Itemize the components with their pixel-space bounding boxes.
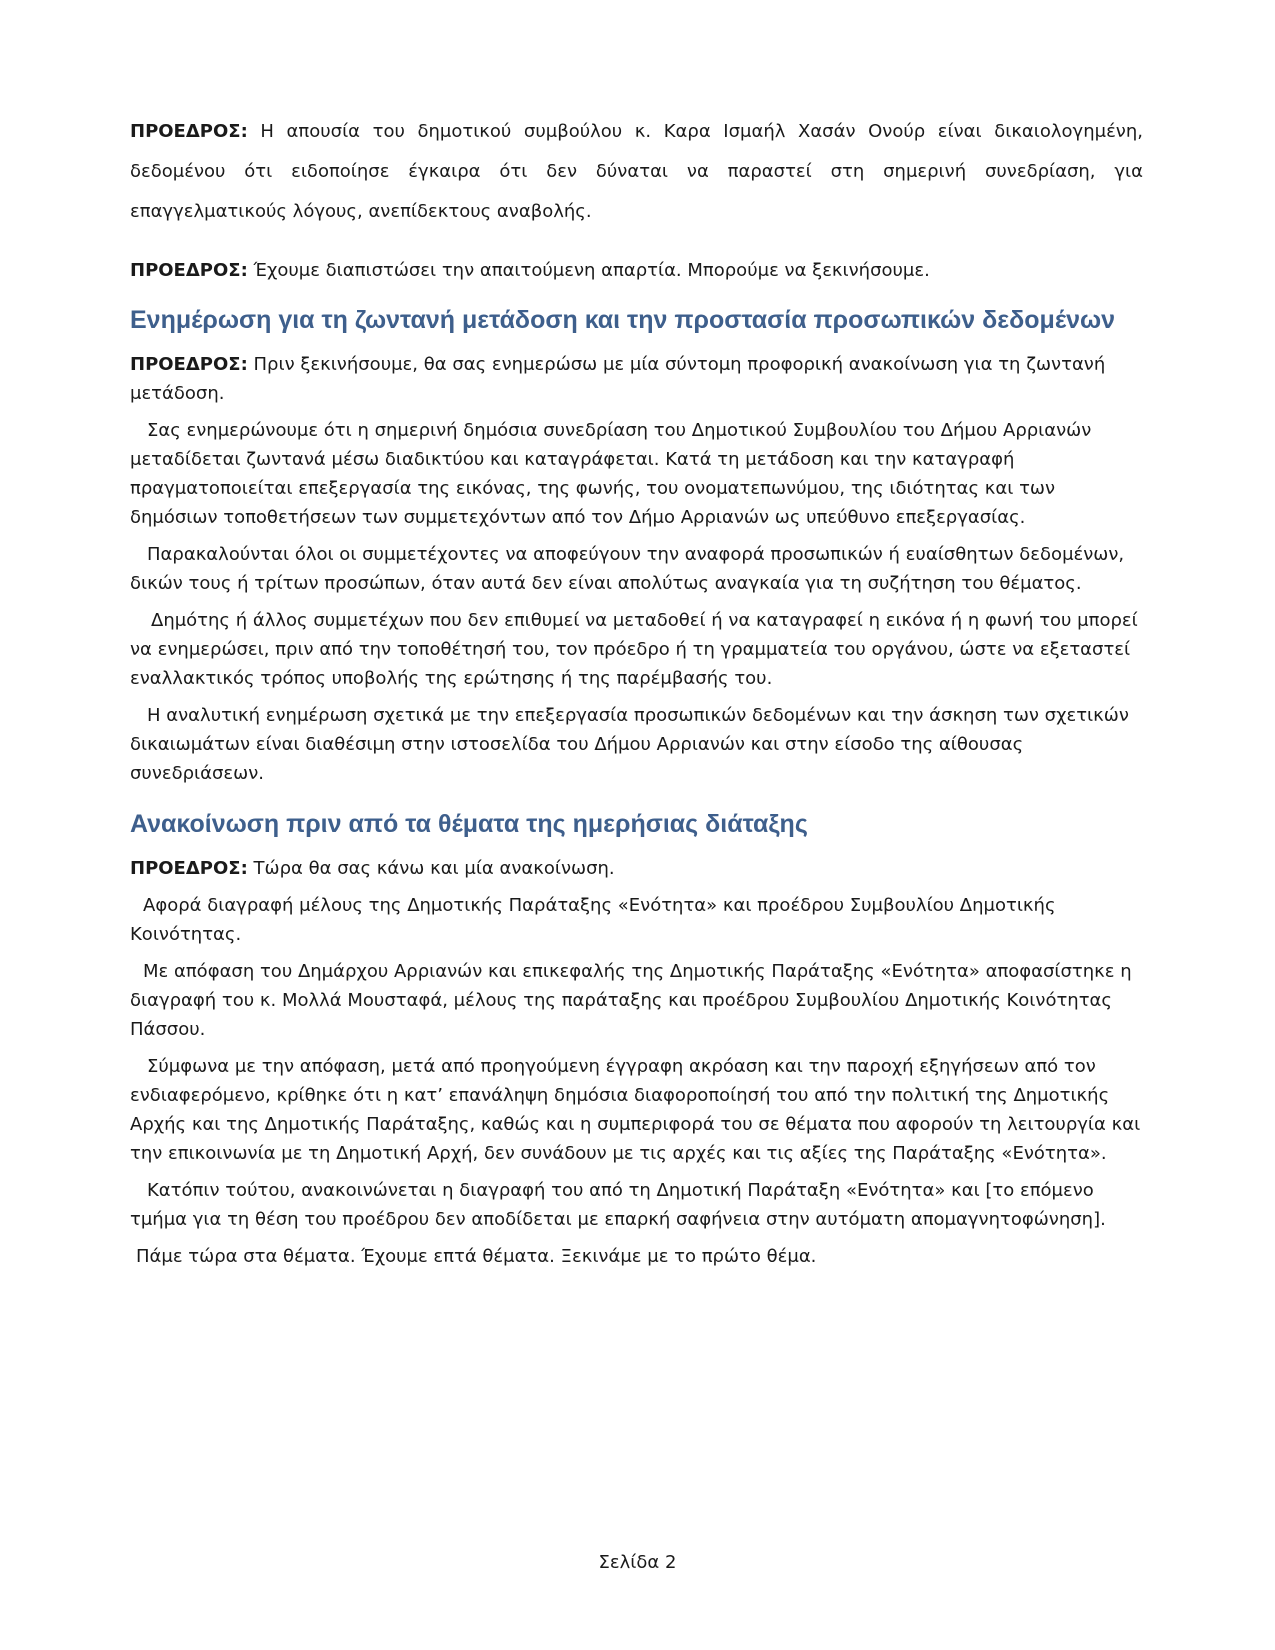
speaker-label: ΠΡΟΕΔΡΟΣ: [130,260,248,281]
paragraph-privacy-request: Παρακαλούνται όλοι οι συμμετέχοντες να αποφεύγουν την αναφορά προσωπικών ή ευαίσθητων δεδομένων, δικών τους ή τρίτων προσώπων, όταν αυτά δεν είναι απολύτως αναγκαία για τη συζήτηση του θέματος. [130,544,1125,594]
paragraph-livestream-intro [130,350,1143,408]
speaker-label: ΠΡΟΕΔΡΟΣ: [130,121,248,142]
paragraph-text: Η απουσία του δημοτικού συμβούλου κ. Καρα Ισμαήλ Χασάν Ονούρ είναι δικαιολογημένη, δεδομένου ότι ειδοποίησε έγκαιρα ότι δεν δύναται να παραστεί στη σημερινή συνεδρίαση, για επαγγελματικούς λόγους, ανεπίδεκτους αναβολής. [130,121,1143,222]
paragraph-removal-decision: Με απόφαση του Δημάρχου Αρριανών και επικεφαλής της Δημοτικής Παράταξης «Ενότητα» αποφασίστηκε η διαγραφή του κ. Μολλά Μουσταφά, μέλους της παράταξης και προέδρου Συμβουλίου Δημοτικής Κοινότητας Πάσσου. [130,961,1132,1040]
paragraph-agenda-start: Πάμε τώρα στα θέματα. Έχουμε επτά θέματα. Ξεκινάμε με το πρώτο θέμα. [136,1246,817,1267]
paragraph-text: Τώρα θα σας κάνω και μία ανακοίνωση. [253,858,615,879]
paragraph-removal-reasons: Σύμφωνα με την απόφαση, μετά από προηγούμενη έγγραφη ακρόαση και την παροχή εξηγήσεων από τον ενδιαφερόμενο, κρίθηκε ότι η κατ’ επανάληψη δημόσια διαφοροποίησή του από την πολιτική της Δημοτικής Αρχής και της Δημοτικής Παράταξης, καθώς και η συμπεριφορά του σε θέματα που αφορούν τη λειτουργία και την επικοινωνία με τη Δημοτική Αρχή, δεν συνάδουν με τις αρχές και τις αξίες της Παράταξης «Ενότητα». [130,1056,1141,1164]
paragraph-absence [130,112,1143,232]
document-body [130,112,1143,1271]
speaker-label: ΠΡΟΕΔΡΟΣ: [130,354,248,375]
paragraph-quorum [130,256,1143,285]
paragraph-removal-subject: Αφορά διαγραφή μέλους της Δημοτικής Παράταξης «Ενότητα» και προέδρου Συμβουλίου Δημοτικής Κοινότητας. [130,895,1056,945]
section-heading-announcement: Ανακοίνωση πριν από τα θέματα της ημερήσιας διάταξης [130,810,808,838]
paragraph-text: Πριν ξεκινήσουμε, θα σας ενημερώσω με μία σύντομη προφορική ανακοίνωση για τη ζωντανή μετάδοση. [130,354,1106,404]
paragraph-opt-out: Δημότης ή άλλος συμμετέχων που δεν επιθυμεί να μεταδοθεί ή να καταγραφεί η εικόνα ή η φωνή του μπορεί να ενημερώσει, πριν από την τοποθέτησή του, τον πρόεδρο ή τη γραμματεία του οργάνου, ώστε να εξεταστεί εναλλακτικός τρόπος υποβολής της ερώτησης ή της παρέμβασής του. [130,610,1138,689]
paragraph-announcement-intro [130,854,1143,883]
page-number: Σελίδα 2 [598,1552,677,1573]
section-heading-livestream: Ενημέρωση για τη ζωντανή μετάδοση και την προστασία προσωπικών δεδομένων [130,306,1116,334]
paragraph-text: Έχουμε διαπιστώσει την απαιτούμενη απαρτία. Μπορούμε να ξεκινήσουμε. [253,260,930,281]
paragraph-removal-announced: Κατόπιν τούτου, ανακοινώνεται η διαγραφή του από τη Δημοτική Παράταξη «Ενότητα» και [το επόμενο τμήμα για τη θέση του προέδρου δεν αποδίδεται με επαρκή σαφήνεια στην αυτόματη απομαγνητοφώνηση]. [130,1180,1106,1230]
speaker-label: ΠΡΟΕΔΡΟΣ: [130,858,248,879]
paragraph-detailed-info: Η αναλυτική ενημέρωση σχετικά με την επεξεργασία προσωπικών δεδομένων και την άσκηση των σχετικών δικαιωμάτων είναι διαθέσιμη στην ιστοσελίδα του Δήμου Αρριανών και στην είσοδο της αίθουσας συνεδριάσεων. [130,705,1129,784]
paragraph-livestream-info: Σας ενημερώνουμε ότι η σημερινή δημόσια συνεδρίαση του Δημοτικού Συμβουλίου του Δήμου Αρριανών μεταδίδεται ζωντανά μέσω διαδικτύου και καταγράφεται. Κατά τη μετάδοση και την καταγραφή πραγματοποιείται επεξεργασία της εικόνας, της φωνής, του ονοματεπωνύμου, της ιδιότητας και των δημόσιων τοποθετήσεων των συμμετεχόντων από τον Δήμο Αρριανών ως υπεύθυνο επεξεργασίας. [130,420,1092,528]
